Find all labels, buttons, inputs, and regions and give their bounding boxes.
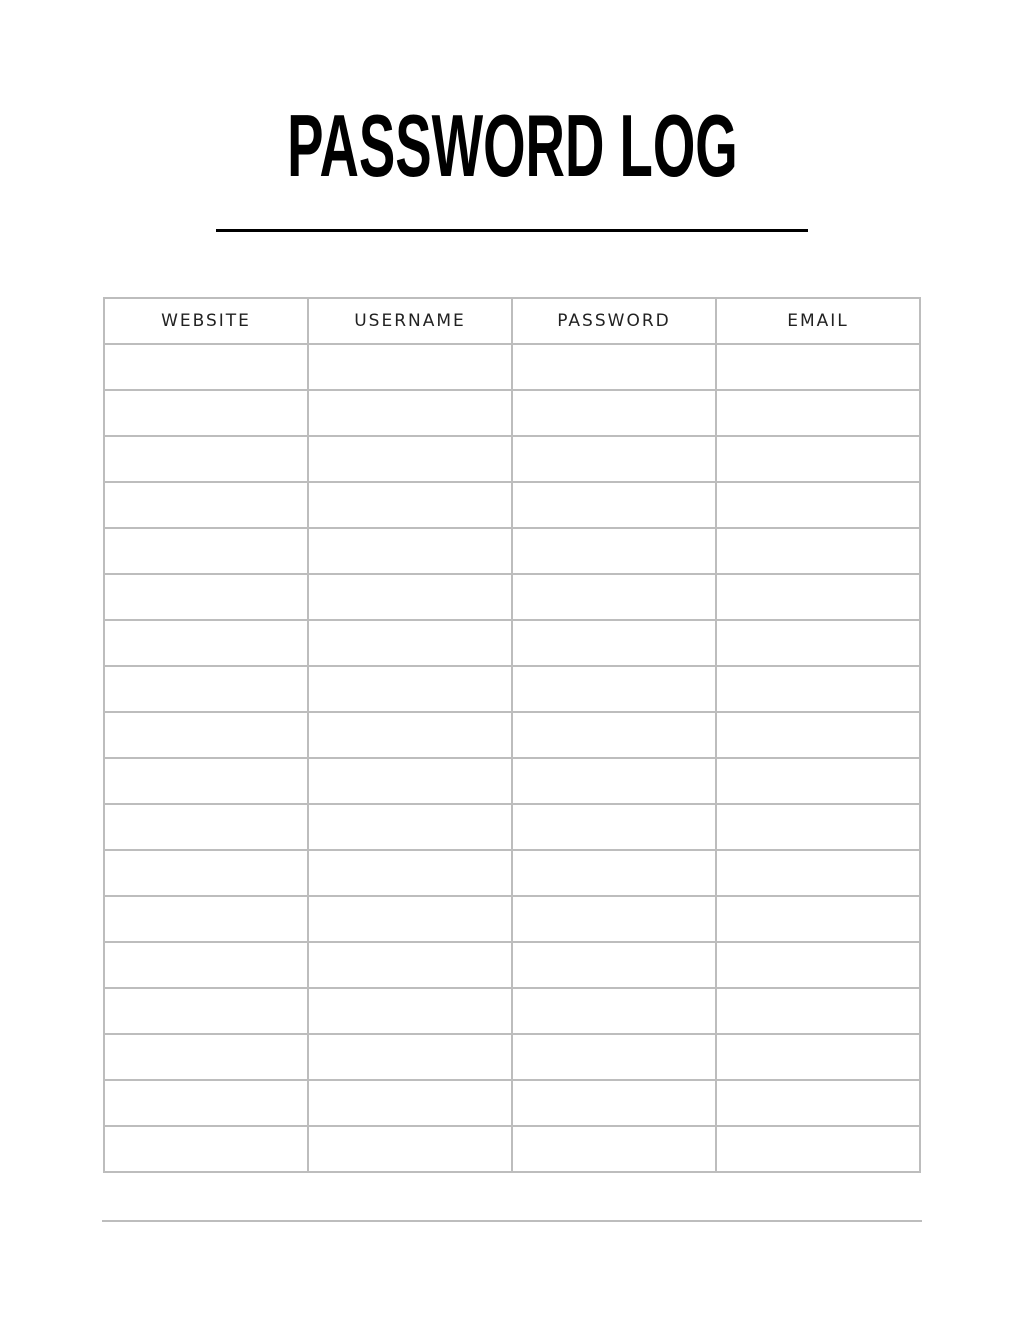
table-cell-website[interactable] [104, 850, 308, 896]
table-cell-website[interactable] [104, 942, 308, 988]
table-cell-username[interactable] [308, 528, 512, 574]
table-cell-password[interactable] [512, 988, 716, 1034]
table-cell-password[interactable] [512, 390, 716, 436]
table-cell-website[interactable] [104, 896, 308, 942]
table-cell-website[interactable] [104, 758, 308, 804]
table-row [104, 712, 920, 758]
table-cell-website[interactable] [104, 620, 308, 666]
table-cell-username[interactable] [308, 712, 512, 758]
table-cell-email[interactable] [716, 390, 920, 436]
table-cell-password[interactable] [512, 482, 716, 528]
table-cell-website[interactable] [104, 344, 308, 390]
table-cell-email[interactable] [716, 528, 920, 574]
title-underline [216, 229, 808, 232]
column-header-username: USERNAME [308, 298, 512, 344]
table-cell-email[interactable] [716, 896, 920, 942]
table-row [104, 804, 920, 850]
table-cell-website[interactable] [104, 436, 308, 482]
table-cell-password[interactable] [512, 436, 716, 482]
table-cell-username[interactable] [308, 620, 512, 666]
table-cell-password[interactable] [512, 528, 716, 574]
table-cell-username[interactable] [308, 482, 512, 528]
table-cell-website[interactable] [104, 712, 308, 758]
table-cell-username[interactable] [308, 390, 512, 436]
table-cell-email[interactable] [716, 436, 920, 482]
table-row [104, 482, 920, 528]
table-cell-website[interactable] [104, 528, 308, 574]
table-cell-password[interactable] [512, 1126, 716, 1172]
table-cell-website[interactable] [104, 988, 308, 1034]
table-cell-website[interactable] [104, 666, 308, 712]
table-row [104, 896, 920, 942]
table-cell-email[interactable] [716, 344, 920, 390]
table-cell-username[interactable] [308, 896, 512, 942]
table-cell-password[interactable] [512, 896, 716, 942]
table-row [104, 850, 920, 896]
table-cell-username[interactable] [308, 1080, 512, 1126]
table-cell-email[interactable] [716, 1080, 920, 1126]
table-cell-password[interactable] [512, 574, 716, 620]
table-cell-username[interactable] [308, 1034, 512, 1080]
table-cell-email[interactable] [716, 712, 920, 758]
table-cell-username[interactable] [308, 758, 512, 804]
table-cell-password[interactable] [512, 666, 716, 712]
table-cell-password[interactable] [512, 850, 716, 896]
table-cell-website[interactable] [104, 1034, 308, 1080]
table-cell-website[interactable] [104, 804, 308, 850]
column-header-password: PASSWORD [512, 298, 716, 344]
table-cell-email[interactable] [716, 1126, 920, 1172]
table-cell-website[interactable] [104, 1080, 308, 1126]
table-cell-username[interactable] [308, 344, 512, 390]
column-header-website: WEBSITE [104, 298, 308, 344]
bottom-divider [102, 1220, 922, 1222]
table-cell-email[interactable] [716, 620, 920, 666]
table-cell-username[interactable] [308, 850, 512, 896]
table-cell-website[interactable] [104, 574, 308, 620]
page-title-text: PASSWORD LOG [286, 96, 738, 195]
table-row [104, 1034, 920, 1080]
table-row [104, 1080, 920, 1126]
table-body [104, 344, 920, 1172]
table-row [104, 1126, 920, 1172]
table-cell-username[interactable] [308, 436, 512, 482]
table-row [104, 988, 920, 1034]
table-cell-username[interactable] [308, 574, 512, 620]
table-cell-password[interactable] [512, 942, 716, 988]
table-cell-email[interactable] [716, 988, 920, 1034]
table-cell-email[interactable] [716, 804, 920, 850]
table-cell-username[interactable] [308, 988, 512, 1034]
table-cell-password[interactable] [512, 1034, 716, 1080]
table-cell-email[interactable] [716, 666, 920, 712]
table-row [104, 390, 920, 436]
table-row [104, 942, 920, 988]
table-cell-email[interactable] [716, 1034, 920, 1080]
page-title [0, 98, 1024, 194]
password-log-table [103, 297, 921, 1173]
table-cell-email[interactable] [716, 850, 920, 896]
table-header-row [104, 298, 920, 344]
table-cell-email[interactable] [716, 574, 920, 620]
table-row [104, 574, 920, 620]
table-cell-username[interactable] [308, 666, 512, 712]
table-row [104, 666, 920, 712]
table-cell-password[interactable] [512, 620, 716, 666]
table-cell-username[interactable] [308, 1126, 512, 1172]
table-cell-email[interactable] [716, 482, 920, 528]
table-cell-website[interactable] [104, 1126, 308, 1172]
table-cell-email[interactable] [716, 758, 920, 804]
table-cell-email[interactable] [716, 942, 920, 988]
table-row [104, 528, 920, 574]
table-cell-password[interactable] [512, 344, 716, 390]
table-row [104, 436, 920, 482]
table-cell-password[interactable] [512, 1080, 716, 1126]
table-cell-password[interactable] [512, 758, 716, 804]
table-row [104, 620, 920, 666]
table-cell-username[interactable] [308, 942, 512, 988]
table-row [104, 758, 920, 804]
table-cell-password[interactable] [512, 804, 716, 850]
table-cell-website[interactable] [104, 482, 308, 528]
table-row [104, 344, 920, 390]
table-cell-website[interactable] [104, 390, 308, 436]
table-cell-username[interactable] [308, 804, 512, 850]
table-cell-password[interactable] [512, 712, 716, 758]
column-header-email: EMAIL [716, 298, 920, 344]
